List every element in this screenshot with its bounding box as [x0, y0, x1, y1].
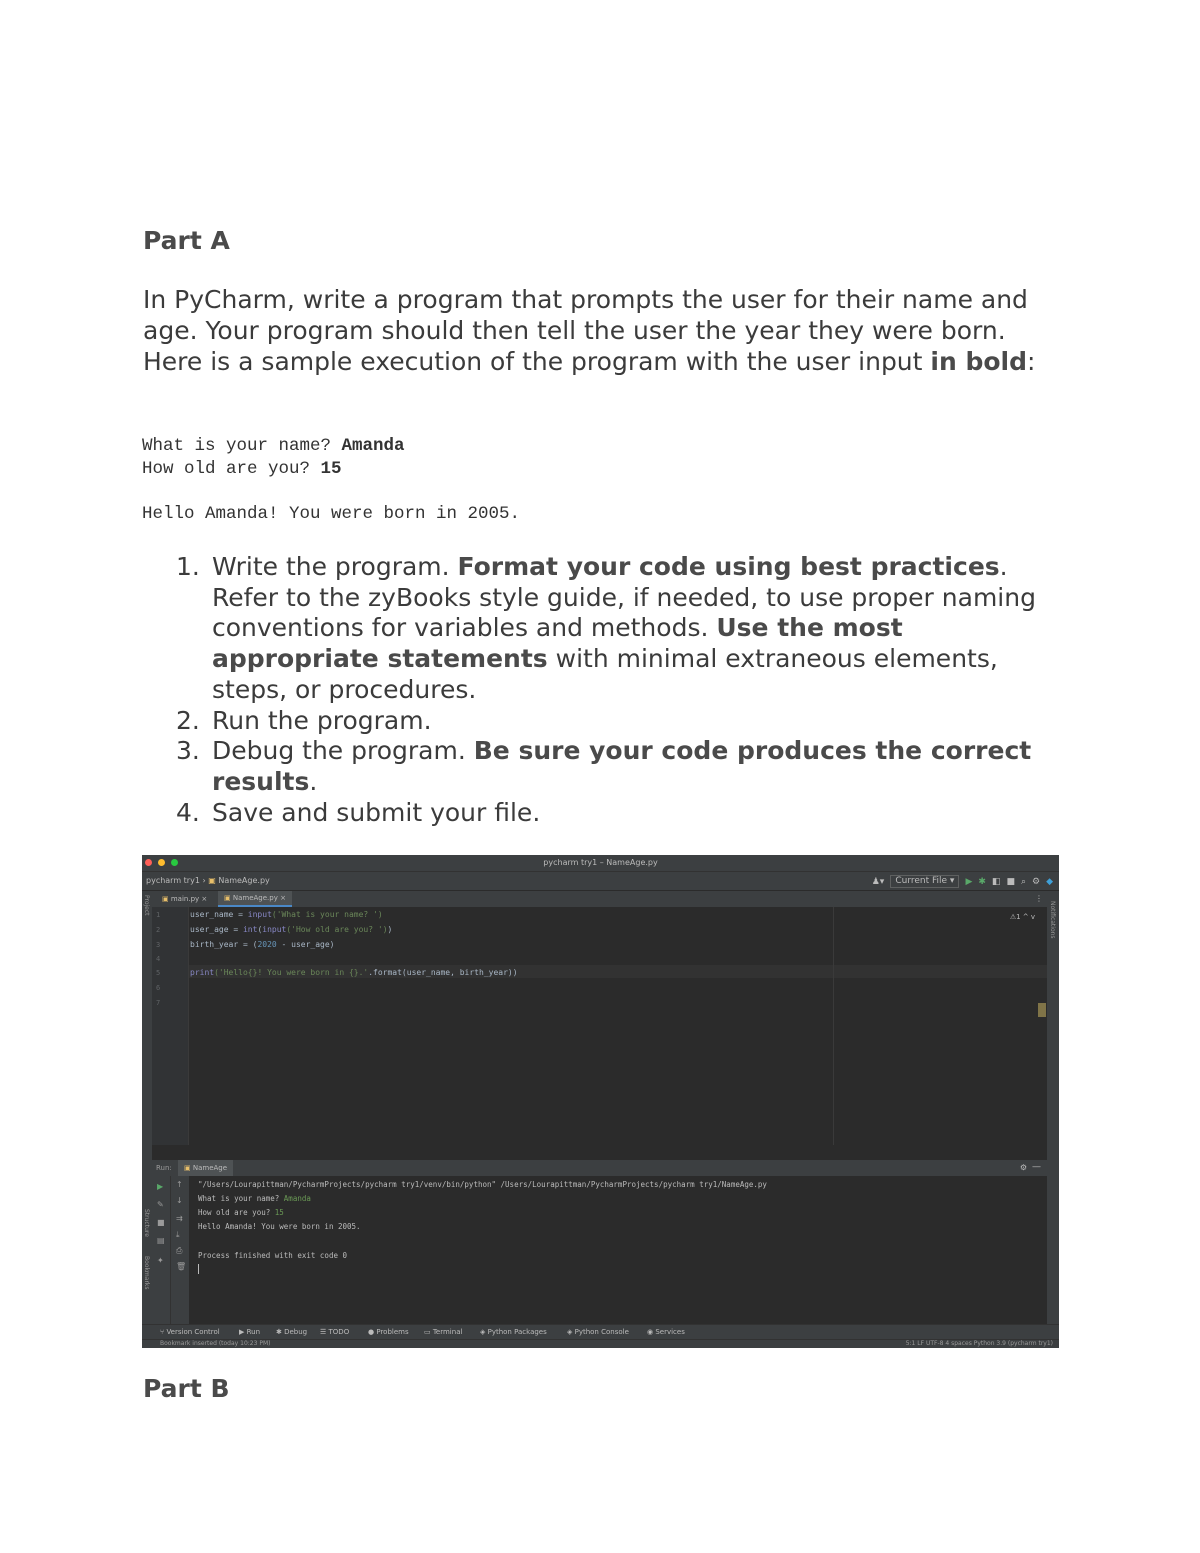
- tool-window-bar: [142, 1324, 1059, 1340]
- rerun-icon[interactable]: ▶: [157, 1182, 164, 1191]
- step-item: [176, 552, 1072, 706]
- tool-label: TODO: [328, 1328, 350, 1336]
- sample-prompt-age: How old are you?: [142, 459, 321, 479]
- scroll-marker: [1038, 1003, 1046, 1017]
- console-result: Hello Amanda! You were born in 2005.: [198, 1222, 361, 1231]
- wrench-icon[interactable]: ✎: [157, 1200, 164, 1209]
- run-config-label: Current File: [895, 876, 948, 886]
- part-a-heading: Part A: [143, 226, 230, 255]
- step-number: 1.: [176, 552, 200, 581]
- tool-run[interactable]: ▶ Run: [239, 1328, 261, 1336]
- tab-label: main.py: [170, 895, 200, 903]
- step-text: Write the program.: [212, 552, 458, 581]
- stop-icon[interactable]: ■: [1006, 876, 1015, 887]
- search-icon[interactable]: ⌕: [1020, 876, 1026, 887]
- python-file-icon: ▣: [184, 1164, 191, 1172]
- status-bar: [142, 1339, 1059, 1348]
- editor-tabs: [152, 891, 1047, 907]
- step-number: 4.: [176, 797, 200, 827]
- run-icon[interactable]: ▶: [965, 876, 973, 887]
- code-token: birth_year = (: [190, 940, 258, 949]
- part-b-heading: Part B: [143, 1374, 230, 1403]
- tool-services[interactable]: ◉ Services: [647, 1328, 685, 1336]
- breadcrumb-project[interactable]: pycharm try1: [146, 876, 200, 885]
- coverage-icon[interactable]: ◧: [991, 876, 1001, 887]
- tool-label: Version Control: [166, 1328, 220, 1336]
- tool-label: Run: [246, 1328, 261, 1336]
- tab-main-py[interactable]: [156, 891, 213, 907]
- ide-navbar: [142, 872, 1059, 891]
- code-line-5: [190, 968, 518, 977]
- layout-icon[interactable]: ▤: [157, 1236, 165, 1245]
- sample-line-2: [142, 459, 342, 479]
- code-token: 2020: [257, 940, 277, 949]
- tool-label: Problems: [376, 1328, 409, 1336]
- ide-run-toolbar: [872, 875, 1053, 888]
- steps-list: [176, 552, 1072, 828]
- tool-version-control[interactable]: ⑂ Version Control: [160, 1328, 220, 1336]
- code-token: - user_age): [276, 940, 335, 949]
- console-prompt: How old are you?: [198, 1208, 275, 1217]
- tool-python-packages[interactable]: ◈ Python Packages: [480, 1328, 547, 1336]
- console-line: [198, 1208, 284, 1217]
- code-token: user_name =: [190, 910, 248, 919]
- sample-line-1: [142, 436, 405, 456]
- intro-bold: in bold: [930, 347, 1028, 376]
- console-input: 15: [274, 1208, 284, 1217]
- status-message: Bookmark inserted (today 10:23 PM): [160, 1340, 271, 1347]
- line-number: 4: [156, 955, 161, 963]
- console-prompt: What is your name?: [198, 1194, 284, 1203]
- sample-prompt-name: What is your name?: [142, 436, 342, 456]
- gear-icon[interactable]: ⚙: [1019, 1163, 1027, 1172]
- run-console: [152, 1176, 1047, 1324]
- tool-problems[interactable]: ● Problems: [368, 1328, 409, 1336]
- code-token: ('Hello{}! You were born in {}.': [214, 968, 369, 977]
- jetbrains-icon[interactable]: ◆: [1046, 876, 1053, 887]
- intro-end: :: [1027, 347, 1036, 376]
- line-number: 5: [156, 969, 161, 977]
- step-item: [176, 705, 1072, 737]
- pin-icon[interactable]: ✦: [157, 1256, 164, 1265]
- ide-window-title: pycharm try1 – NameAge.py: [543, 858, 658, 867]
- tool-label: Terminal: [432, 1328, 463, 1336]
- scroll-end-icon[interactable]: ⤓: [176, 1230, 180, 1239]
- code-token: print: [190, 968, 215, 977]
- intro-paragraph: [143, 284, 1063, 377]
- code-token: int: [242, 925, 258, 934]
- close-icon[interactable]: ×: [280, 894, 286, 902]
- step-text: Save and submit your file.: [212, 797, 541, 827]
- step-bold: Use the most appropriate statements: [212, 613, 903, 674]
- code-line-3: [190, 940, 335, 949]
- user-icon[interactable]: ♟▾: [871, 876, 885, 887]
- step-item: [176, 797, 1072, 829]
- code-token: user_age =: [190, 925, 243, 934]
- console-exit: Process finished with exit code 0: [198, 1251, 348, 1260]
- step-bold: Format your code using best practices: [457, 552, 1000, 581]
- tab-nameage-py[interactable]: [218, 891, 292, 907]
- step-text: .: [309, 766, 318, 796]
- close-icon[interactable]: ×: [201, 895, 208, 903]
- ide-titlebar: [142, 855, 1059, 872]
- line-number-gutter: [152, 907, 189, 1145]
- python-file-icon: ▣: [162, 895, 169, 903]
- arrow-up-icon[interactable]: ↑: [176, 1180, 183, 1189]
- tool-python-console[interactable]: ◈ Python Console: [567, 1328, 629, 1336]
- soft-wrap-icon[interactable]: ⇉: [176, 1214, 183, 1223]
- code-editor[interactable]: [152, 907, 1047, 1145]
- print-icon[interactable]: ⎙: [176, 1246, 183, 1255]
- code-line-2: [190, 925, 392, 934]
- line-number: 6: [156, 984, 161, 992]
- ide-breadcrumb: pycharm try1 › ▣ NameAge.py: [146, 876, 270, 885]
- line-number: 7: [156, 999, 161, 1007]
- run-actions-strip: [152, 1176, 170, 1324]
- hide-icon[interactable]: —: [1032, 1162, 1041, 1172]
- tool-label: Debug: [284, 1328, 308, 1336]
- status-info[interactable]: 5:1 LF UTF-8 4 spaces Python 3.9 (pycharm try1): [905, 1340, 1053, 1347]
- intro-text: In PyCharm, write a program that prompts the user for their name and age. Your program should then tell the user the year they were born. Here is a sample execution of the program with the user input: [143, 285, 1028, 376]
- code-token: ('How old are you? '): [286, 925, 388, 934]
- debug-icon[interactable]: ✱: [978, 876, 986, 887]
- python-file-icon: ▣: [224, 894, 231, 902]
- tool-todo[interactable]: ☰ TODO: [320, 1328, 350, 1336]
- python-file-icon: ▣: [208, 876, 216, 885]
- sample-line-3: Hello Amanda! You were born in 2005.: [142, 504, 521, 524]
- trash-icon[interactable]: 🗑: [176, 1262, 187, 1271]
- notifications-tool-tab[interactable]: Notifications: [1049, 901, 1056, 939]
- code-line-1: [190, 910, 383, 919]
- tool-label: Services: [655, 1328, 685, 1336]
- code-token: .format(user_name, birth_year)): [368, 968, 518, 977]
- tool-terminal[interactable]: ▭ Terminal: [424, 1328, 463, 1336]
- code-token: ('What is your name? '): [271, 910, 383, 919]
- step-text: Debug the program.: [212, 736, 474, 766]
- arrow-down-icon[interactable]: ↓: [176, 1196, 183, 1205]
- console-line: [198, 1194, 311, 1203]
- console-input: Amanda: [283, 1194, 311, 1203]
- right-margin-guide: [833, 907, 834, 1145]
- line-number: 1: [156, 911, 161, 919]
- console-actions-strip: [170, 1176, 189, 1324]
- sample-input-age: 15: [320, 459, 342, 479]
- step-number: 3.: [176, 736, 200, 766]
- tool-label: Python Packages: [487, 1328, 547, 1336]
- code-token: ): [387, 925, 393, 934]
- run-tab-nameage[interactable]: [178, 1160, 233, 1176]
- run-config-select[interactable]: Current File ▾: [890, 875, 959, 888]
- gear-icon[interactable]: ⚙: [1032, 876, 1041, 887]
- pycharm-screenshot: [142, 855, 1059, 1348]
- tool-label: Python Console: [574, 1328, 629, 1336]
- tab-label: NameAge.py: [232, 894, 278, 902]
- line-number: 3: [156, 941, 161, 949]
- stop-icon[interactable]: ■: [157, 1218, 165, 1227]
- project-tool-tab[interactable]: Project: [143, 895, 150, 916]
- run-tool-header: [152, 1160, 1047, 1176]
- structure-tool-tab[interactable]: Structure: [143, 1209, 150, 1237]
- step-number: 2.: [176, 705, 200, 735]
- inspection-widget[interactable]: ⚠1 ^ v: [1009, 913, 1035, 921]
- right-tool-strip: [1047, 891, 1059, 1331]
- bookmarks-tool-tab[interactable]: Bookmarks: [143, 1256, 150, 1290]
- step-text: Run the program.: [212, 705, 432, 735]
- run-tab-label: NameAge: [192, 1164, 228, 1172]
- step-text: with minimal extraneous elements, steps, or procedures.: [212, 644, 998, 704]
- code-token: input: [262, 925, 287, 934]
- run-label: Run:: [156, 1164, 172, 1172]
- step-text: . Refer to the zyBooks style guide, if needed, to use proper naming conventions for variables and methods.: [212, 552, 1036, 643]
- line-number: 2: [156, 926, 161, 934]
- tool-debug[interactable]: ✱ Debug: [276, 1328, 308, 1336]
- console-command: "/Users/Lourapittman/PycharmProjects/pycharm try1/venv/bin/python" /Users/Lourapittman/PycharmProjects/pycharm try1/NameAge.py: [198, 1180, 767, 1189]
- code-token: input: [247, 910, 272, 919]
- breadcrumb-file[interactable]: NameAge.py: [218, 876, 270, 885]
- step-bold: Be sure your code produces the correct results: [212, 736, 1032, 796]
- console-caret[interactable]: [198, 1264, 199, 1274]
- step-item: [176, 736, 1072, 797]
- code-token: (: [257, 925, 263, 934]
- more-tabs-icon[interactable]: ⋮: [1035, 894, 1043, 903]
- sample-input-name: Amanda: [341, 436, 405, 456]
- left-tool-strip: [142, 891, 152, 1331]
